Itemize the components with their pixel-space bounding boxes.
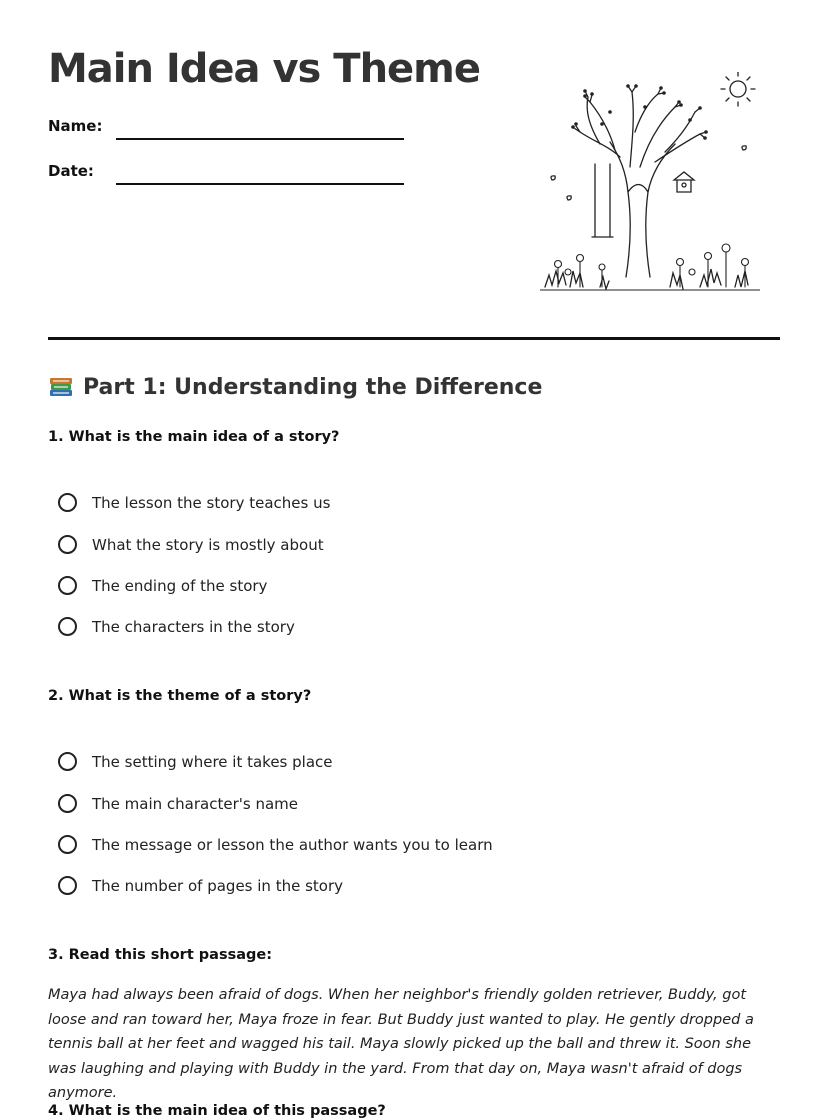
- section-divider: [48, 337, 780, 340]
- question-4-prompt: 4. What is the main idea of this passage?: [48, 1103, 386, 1119]
- option-label: The message or lesson the author wants you to learn: [92, 835, 493, 854]
- radio-button[interactable]: [58, 876, 77, 895]
- question-2-prompt: 2. What is the theme of a story?: [48, 688, 312, 704]
- q1-option-1[interactable]: [58, 493, 330, 512]
- radio-button[interactable]: [58, 535, 77, 554]
- radio-button[interactable]: [58, 835, 77, 854]
- q1-option-2[interactable]: [58, 535, 324, 554]
- q1-option-3[interactable]: [58, 576, 267, 595]
- question-3-prompt: 3. Read this short passage:: [48, 947, 273, 963]
- name-line[interactable]: [116, 138, 404, 140]
- question-1-prompt: 1. What is the main idea of a story?: [48, 429, 340, 445]
- part1-title: Part 1: Understanding the Difference: [83, 374, 543, 400]
- radio-button[interactable]: [58, 752, 77, 771]
- date-line[interactable]: [116, 183, 404, 185]
- radio-button[interactable]: [58, 794, 77, 813]
- option-label: The characters in the story: [92, 617, 295, 636]
- option-label: What the story is mostly about: [92, 535, 324, 554]
- option-label: The number of pages in the story: [92, 876, 343, 895]
- radio-button[interactable]: [58, 617, 77, 636]
- reading-passage: Maya had always been afraid of dogs. When her neighbor's friendly golden retriever, Buddy, got loose and ran toward her, Maya froze in fear. But Buddy just wanted to play. He gently dropped a tennis ball at her feet and wagged his tail. Maya slowly picked up the ball and threw it. Soon she was laughing and playing with Buddy in the yard. From that day on, Maya wasn't afraid of dogs anymore.: [48, 987, 754, 1102]
- q2-option-3[interactable]: [58, 835, 493, 854]
- part1-heading: [48, 374, 542, 400]
- option-label: The main character's name: [92, 794, 298, 813]
- tree-with-swing-illustration: [540, 72, 760, 302]
- q2-option-4[interactable]: [58, 876, 343, 895]
- q1-option-4[interactable]: [58, 617, 295, 636]
- q2-option-2[interactable]: [58, 794, 298, 813]
- q2-option-1[interactable]: [58, 752, 332, 771]
- date-label: Date:: [48, 162, 94, 180]
- books-icon: [48, 374, 74, 400]
- page-title: Main Idea vs Theme: [48, 46, 480, 92]
- option-label: The lesson the story teaches us: [92, 493, 331, 512]
- sun-icon: [721, 72, 755, 106]
- option-label: The setting where it takes place: [92, 752, 333, 771]
- radio-button[interactable]: [58, 493, 77, 512]
- option-label: The ending of the story: [92, 576, 268, 595]
- name-label: Name:: [48, 117, 103, 135]
- radio-button[interactable]: [58, 576, 77, 595]
